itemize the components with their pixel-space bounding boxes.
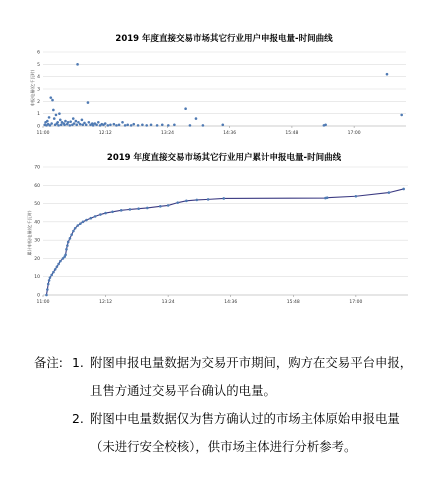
chart-1-point	[130, 124, 133, 127]
note-1-line-2	[34, 377, 434, 405]
chart-1-point	[167, 124, 170, 127]
chart-1-point	[189, 124, 192, 127]
chart-1-y-tick-label: 5	[37, 62, 40, 68]
chart-1-point	[132, 123, 135, 126]
chart-2-point	[74, 227, 77, 230]
chart-1-point	[81, 119, 84, 122]
chart-1-point	[55, 114, 58, 117]
chart-2-point	[326, 196, 329, 199]
chart-1-point	[69, 120, 72, 123]
chart-2-y-tick-label: 50	[34, 202, 40, 208]
chart-1-point	[141, 123, 144, 126]
chart-1-point	[48, 116, 51, 119]
chart-2-point	[82, 221, 85, 224]
chart-1-point	[124, 124, 127, 127]
chart-2-point	[72, 230, 75, 233]
chart-1-point	[50, 122, 53, 125]
chart-1-point	[113, 123, 116, 126]
chart-2-series-line	[46, 189, 403, 295]
chart-2-point	[46, 288, 49, 291]
chart-1-point	[58, 112, 61, 115]
chart-1-point	[60, 123, 63, 126]
chart-2-point	[89, 217, 92, 220]
chart-2-y-tick-label: 60	[34, 183, 40, 189]
chart-1-title: 2019 年度直接交易市场其它行业用户申报电量-时间曲线	[115, 34, 333, 44]
chart-2-y-axis-label: 累计申报电量(亿千瓦时)	[27, 210, 32, 256]
chart-1-point	[126, 123, 129, 126]
note-1-text-line-2: 且售方通过交易平台确认的电量。	[90, 383, 276, 398]
chart-1-point	[59, 119, 62, 122]
chart-2-point	[99, 213, 102, 216]
chart-2-point	[45, 294, 48, 297]
chart-1-point	[145, 124, 148, 127]
chart-1-scatter	[0, 0, 444, 150]
chart-1-x-tick-label: 11:00	[36, 131, 50, 136]
chart-2-point	[94, 215, 97, 218]
chart-1-point	[67, 121, 70, 124]
chart-1-point	[76, 63, 79, 66]
chart-1-x-tick-label: 12:12	[98, 131, 112, 136]
chart-1-point	[118, 123, 121, 126]
chart-2-x-tick-label: 11:00	[36, 300, 50, 305]
chart-2-title: 2019 年度直接交易市场其它行业用户累计申报电量-时间曲线	[106, 153, 342, 163]
chart-1-points	[43, 63, 403, 127]
note-2-text-line-1: 附图中电量数据仅为售方确认过的市场主体原始申报电量	[90, 411, 400, 426]
chart-1-point	[73, 122, 76, 125]
chart-2-x-tick-label: 17:00	[349, 300, 363, 305]
chart-2-x-tick-label: 12:12	[99, 300, 113, 305]
chart-1-y-tick-label: 1	[37, 112, 40, 118]
chart-1-point	[75, 123, 78, 126]
chart-1-point	[95, 123, 98, 126]
note-2-text-line-2: （未进行安全校核），供市场主体进行分析参考。	[90, 439, 357, 454]
chart-2-point	[176, 201, 179, 204]
chart-2-point	[111, 211, 114, 214]
chart-1-point	[221, 123, 224, 126]
chart-2-point	[388, 191, 391, 194]
chart-1-point	[173, 123, 176, 126]
note-1-number: 1.	[72, 355, 84, 370]
chart-1-point	[52, 109, 55, 112]
chart-1-point	[324, 123, 327, 126]
chart-1-point	[195, 117, 198, 120]
chart-2-point	[65, 248, 68, 251]
chart-1-x-tick-label: 13:24	[160, 131, 174, 136]
chart-2-point	[54, 268, 57, 271]
chart-2-point	[49, 276, 52, 279]
notes-label: 备注:	[34, 355, 63, 370]
chart-1-point	[161, 123, 164, 126]
chart-1-point	[184, 107, 187, 110]
chart-2-point	[146, 207, 149, 210]
chart-2-y-ticks	[34, 165, 40, 299]
note-2-number: 2.	[72, 411, 84, 426]
chart-1-point	[57, 124, 60, 127]
chart-1-x-tick-label: 14:36	[223, 131, 237, 136]
chart-2-point	[79, 222, 82, 225]
chart-2-point	[120, 209, 123, 212]
chart-2-point	[207, 198, 210, 201]
chart-2-point	[70, 233, 73, 236]
chart-2-markers	[45, 188, 405, 297]
chart-2-point	[159, 205, 162, 208]
chart-2-point	[56, 265, 59, 268]
chart-2-point	[167, 204, 170, 207]
chart-2-point	[129, 208, 132, 211]
chart-2-y-tick-label: 0	[37, 293, 40, 299]
note-2-line-1	[34, 405, 434, 433]
chart-2-point	[76, 224, 79, 227]
chart-1-y-tick-label: 0	[37, 124, 40, 130]
chart-2-y-tick-label: 30	[34, 238, 40, 244]
chart-2-point	[67, 241, 70, 244]
chart-2-point	[69, 237, 72, 240]
note-1-text-line-1: 附图申报电量数据为交易开市期间，购方在交易平台申报，	[90, 355, 413, 370]
chart-2-x-tick-label: 15:48	[286, 300, 300, 305]
chart-1-x-tick-label: 15:48	[285, 131, 299, 136]
chart-1-x-tick-label: 17:00	[347, 131, 361, 136]
chart-2-x-tick-label: 14:36	[224, 300, 238, 305]
chart-1-point	[87, 101, 90, 104]
chart-1-point	[63, 123, 66, 126]
chart-2-point	[64, 253, 67, 256]
chart-2-y-tick-label: 40	[34, 220, 40, 226]
chart-1-point	[104, 122, 107, 125]
chart-1-y-tick-label: 4	[37, 75, 40, 81]
chart-1-y-ticks	[37, 50, 40, 130]
chart-1-point	[400, 114, 403, 117]
chart-2-y-tick-label: 20	[34, 256, 40, 262]
chart-2-x-tick-label: 13:24	[161, 300, 175, 305]
chart-1-point	[137, 124, 140, 127]
chart-2-point	[48, 279, 51, 282]
chart-1-point	[115, 124, 118, 127]
chart-2-point	[137, 207, 140, 210]
chart-2-point	[196, 199, 199, 202]
chart-1-point	[72, 117, 75, 120]
chart-1-point	[56, 121, 59, 124]
chart-1-point	[85, 123, 88, 126]
chart-1-point	[109, 123, 112, 126]
chart-1-point	[79, 123, 82, 126]
chart-2-y-tick-label: 10	[34, 275, 40, 281]
chart-1-point	[53, 117, 56, 120]
chart-2-point	[59, 260, 62, 263]
chart-1-x-ticks	[37, 126, 361, 136]
notes-section	[34, 349, 434, 461]
chart-2-point	[66, 244, 69, 247]
chart-1-gridlines	[43, 52, 406, 126]
chart-2-point	[57, 263, 60, 266]
chart-1-point	[51, 99, 54, 102]
chart-2-point	[52, 271, 55, 274]
chart-2-y-tick-label: 70	[34, 165, 40, 171]
chart-1-y-tick-label: 6	[37, 50, 40, 56]
chart-1-point	[386, 73, 389, 76]
chart-2-point	[85, 219, 88, 222]
note-2-line-2	[34, 433, 434, 461]
chart-2-point	[50, 274, 53, 277]
chart-2-point	[104, 212, 107, 215]
chart-1-point	[75, 120, 78, 123]
chart-2-point	[355, 195, 358, 198]
chart-1-point	[202, 124, 205, 127]
chart-2-gridlines	[43, 167, 408, 295]
note-1-line-1	[34, 349, 434, 377]
chart-2-x-ticks	[37, 295, 363, 305]
chart-1-point	[49, 96, 52, 99]
chart-1-point	[97, 121, 100, 124]
chart-1-point	[121, 121, 124, 124]
chart-2-point	[222, 197, 225, 200]
chart-1-point	[156, 124, 159, 127]
chart-1-point	[88, 121, 91, 124]
chart-2-point	[47, 283, 50, 286]
chart-1-point	[46, 120, 49, 123]
chart-1-y-tick-label: 2	[37, 99, 40, 105]
chart-1-point	[150, 123, 153, 126]
chart-2-point	[185, 200, 188, 203]
chart-1-point	[107, 124, 110, 127]
chart-1-y-tick-label: 3	[37, 87, 40, 93]
chart-1-point	[64, 120, 67, 123]
chart-2-point	[402, 188, 405, 191]
chart-2-line	[0, 150, 444, 330]
chart-1-y-axis-label: 申报电量(亿千瓦时)	[30, 69, 35, 107]
chart-1-point	[68, 124, 71, 127]
